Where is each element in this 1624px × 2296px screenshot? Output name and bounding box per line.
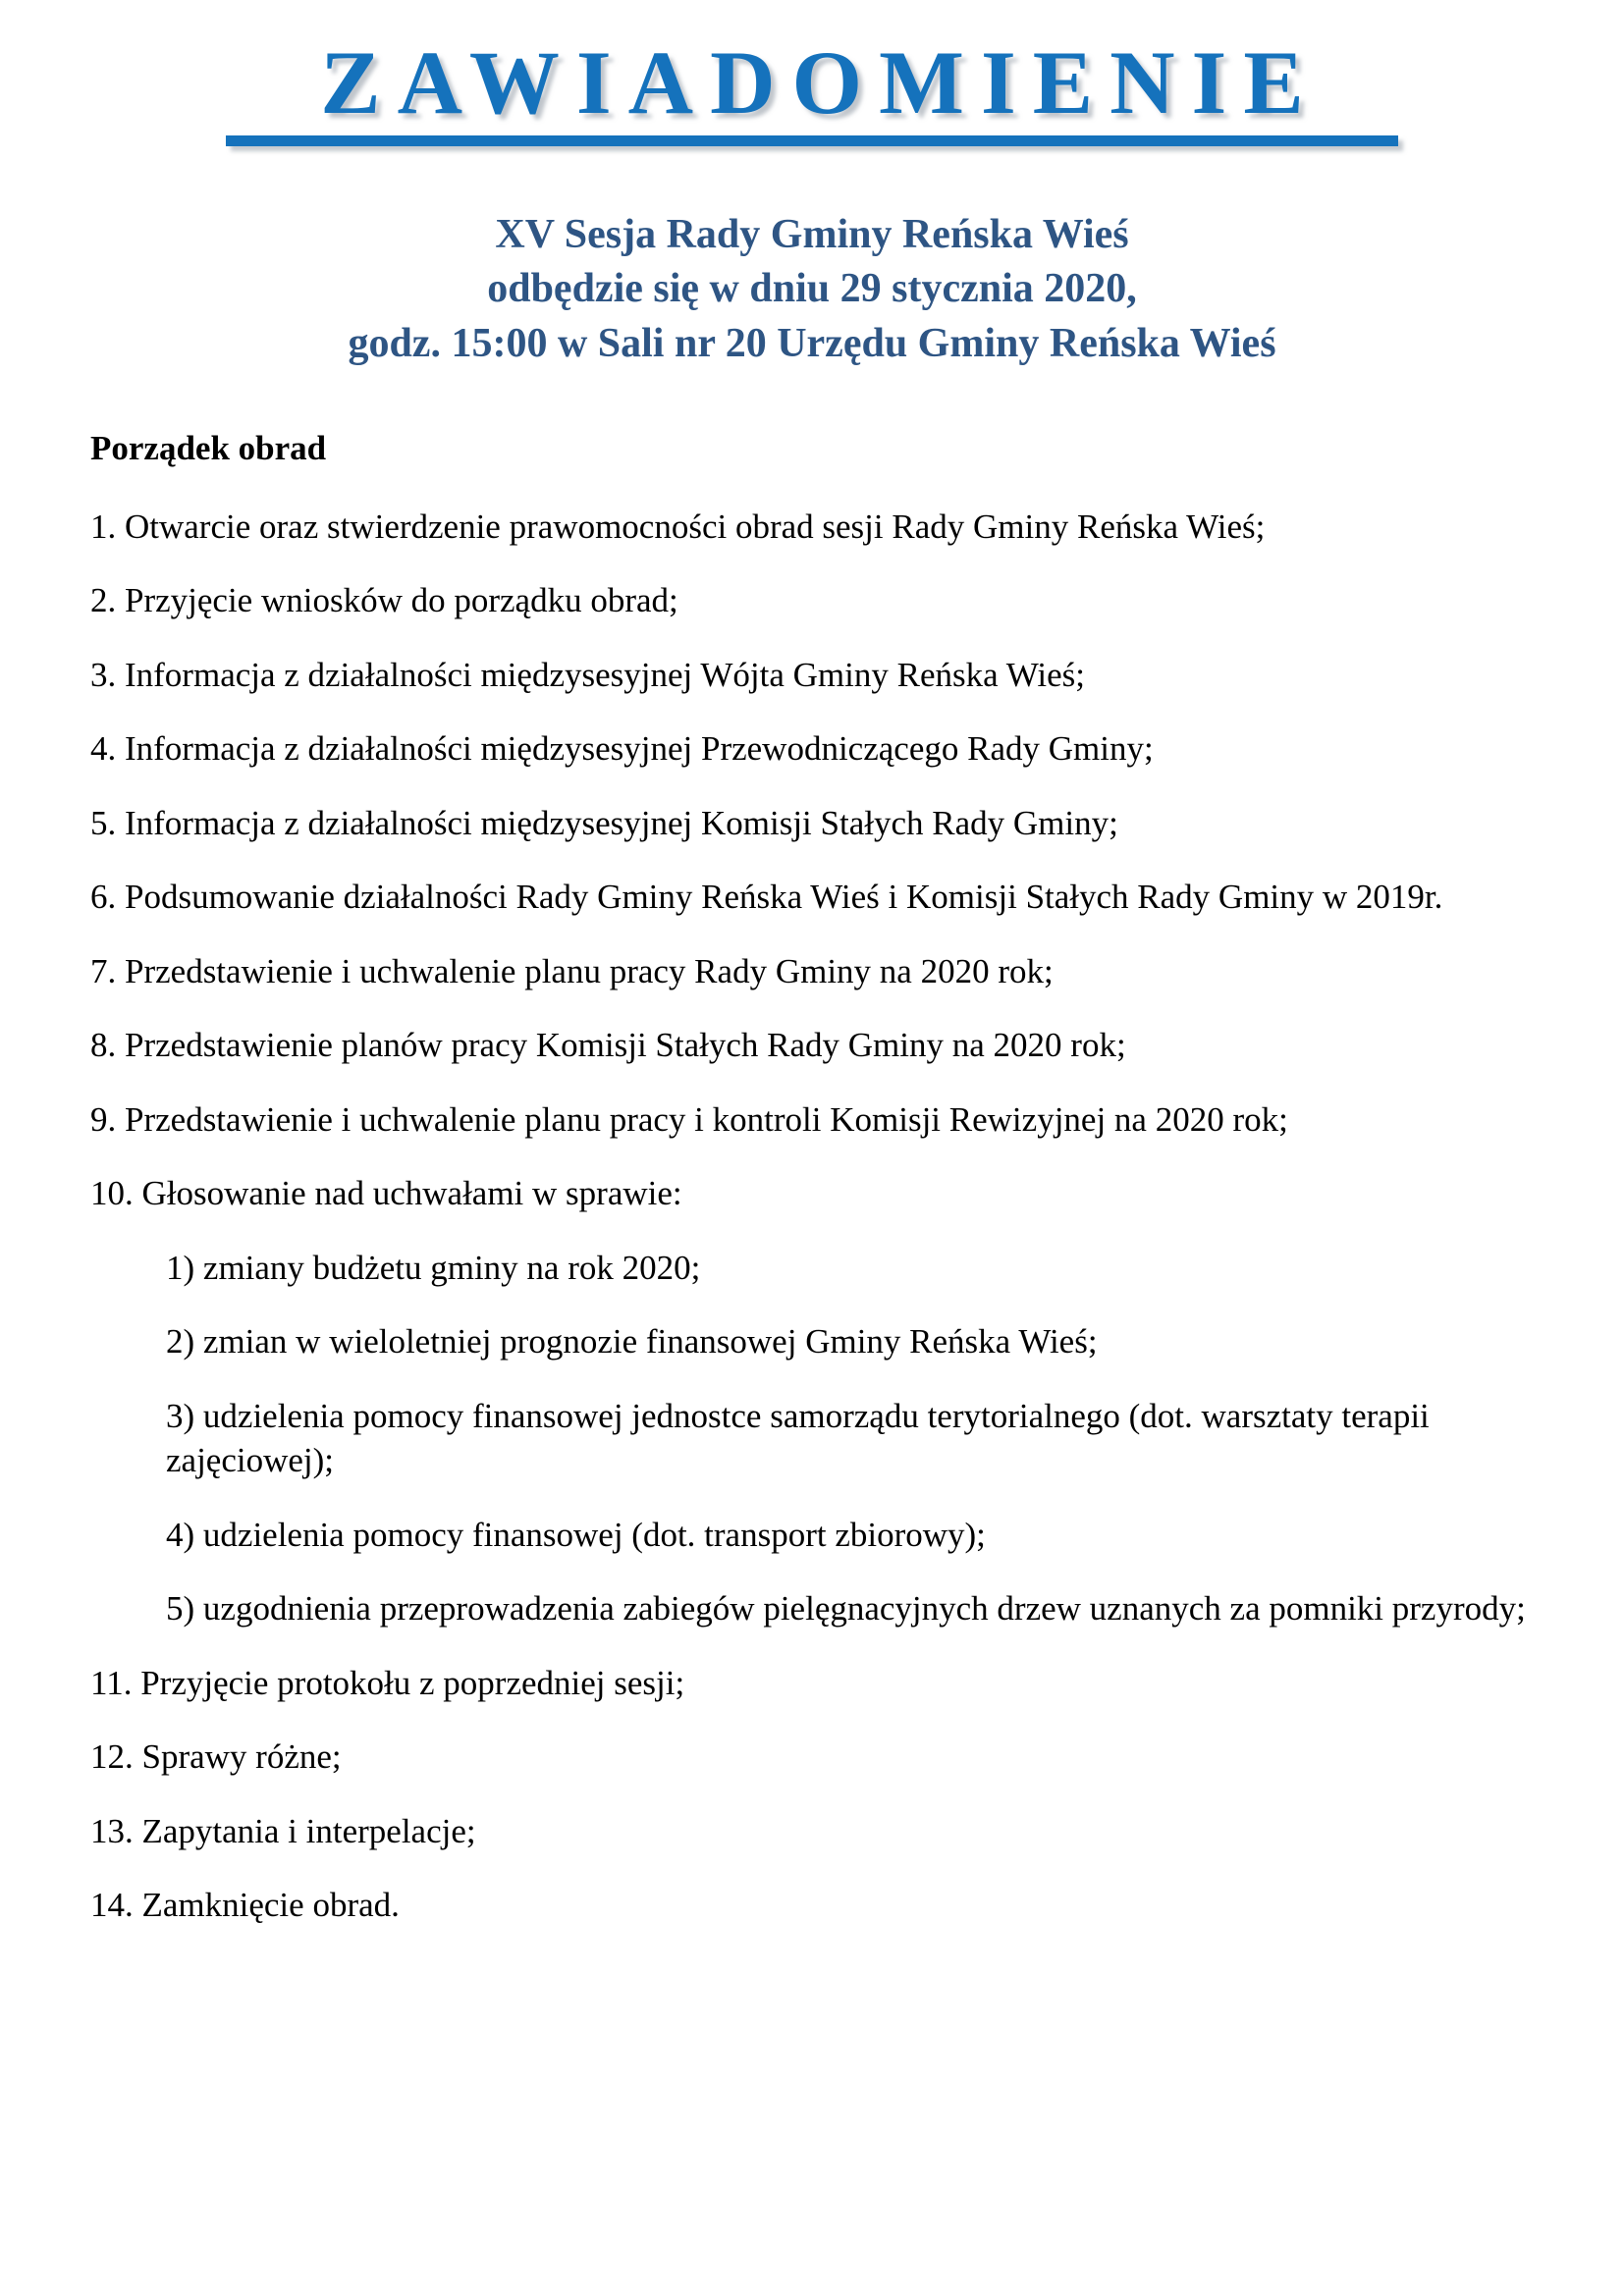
document-title: ZAWIADOMIENIE [320,32,1321,133]
agenda-item-3: 3. Informacja z działalności międzysesyjnej Wójta Gminy Reńska Wieś; [90,655,1085,694]
agenda-item-9: 9. Przedstawienie i uchwalenie planu pracy i kontroli Komisji Rewizyjnej na 2020 rok; [90,1099,1288,1139]
agenda-item-7: 7. Przedstawienie i uchwalenie planu pracy Rady Gminy na 2020 rok; [90,951,1054,990]
agenda-body [0,426,1624,1928]
agenda-item-11: 11. Przyjęcie protokołu z poprzedniej sesji; [90,1663,685,1702]
subtitle-line-1: XV Sesja Rady Gminy Reńska Wieś [495,212,1129,257]
agenda-item-2: 2. Przyjęcie wniosków do porządku obrad; [90,581,678,620]
agenda-item-8: 8. Przedstawienie planów pracy Komisji Stałych Rady Gminy na 2020 rok; [90,1026,1126,1065]
agenda-subitem-4: 4) udzielenia pomocy finansowej (dot. transport zbiorowy); [166,1515,986,1554]
title-underline-bar [226,135,1398,146]
agenda-subitem-3: 3) udzielenia pomocy finansowej jednostce samorządu terytorialnego (dot. warsztaty terapii zajęciowej); [166,1396,1430,1480]
agenda-item-1: 1. Otwarcie oraz stwierdzenie prawomocności obrad sesji Rady Gminy Reńska Wieś; [90,507,1266,546]
agenda-heading: Porządek obrad [90,429,327,468]
agenda-subitem-list [90,1246,1555,1631]
agenda-item-12: 12. Sprawy różne; [90,1737,342,1777]
agenda-item-5: 5. Informacja z działalności międzysesyjnej Komisji Stałych Rady Gminy; [90,803,1118,842]
agenda-item-10: 10. Głosowanie nad uchwałami w sprawie: [90,1174,682,1213]
agenda-item-14: 14. Zamknięcie obrad. [90,1886,400,1925]
agenda-subitem-2: 2) zmian w wieloletniej prognozie finansowej Gminy Reńska Wieś; [166,1322,1098,1362]
subtitle-block [0,208,1624,371]
agenda-item-13: 13. Zapytania i interpelacje; [90,1811,476,1850]
agenda-item-6: 6. Podsumowanie działalności Rady Gminy Reńska Wieś i Komisji Stałych Rady Gminy w 2019r. [90,878,1443,917]
title-underline-wrap [0,133,1624,151]
agenda-subitem-1: 1) zmiany budżetu gminy na rok 2020; [166,1248,701,1287]
title-block [0,0,1624,151]
subtitle-line-3: godz. 15:00 w Sali nr 20 Urzędu Gminy Reńska Wieś [348,320,1276,366]
agenda-item-4: 4. Informacja z działalności międzysesyjnej Przewodniczącego Rady Gminy; [90,729,1154,769]
subtitle-line-2: odbędzie się w dniu 29 stycznia 2020, [487,266,1137,312]
agenda-subitem-5: 5) uzgodnienia przeprowadzenia zabiegów pielęgnacyjnych drzew uznanych za pomniki przyrody; [166,1589,1526,1629]
